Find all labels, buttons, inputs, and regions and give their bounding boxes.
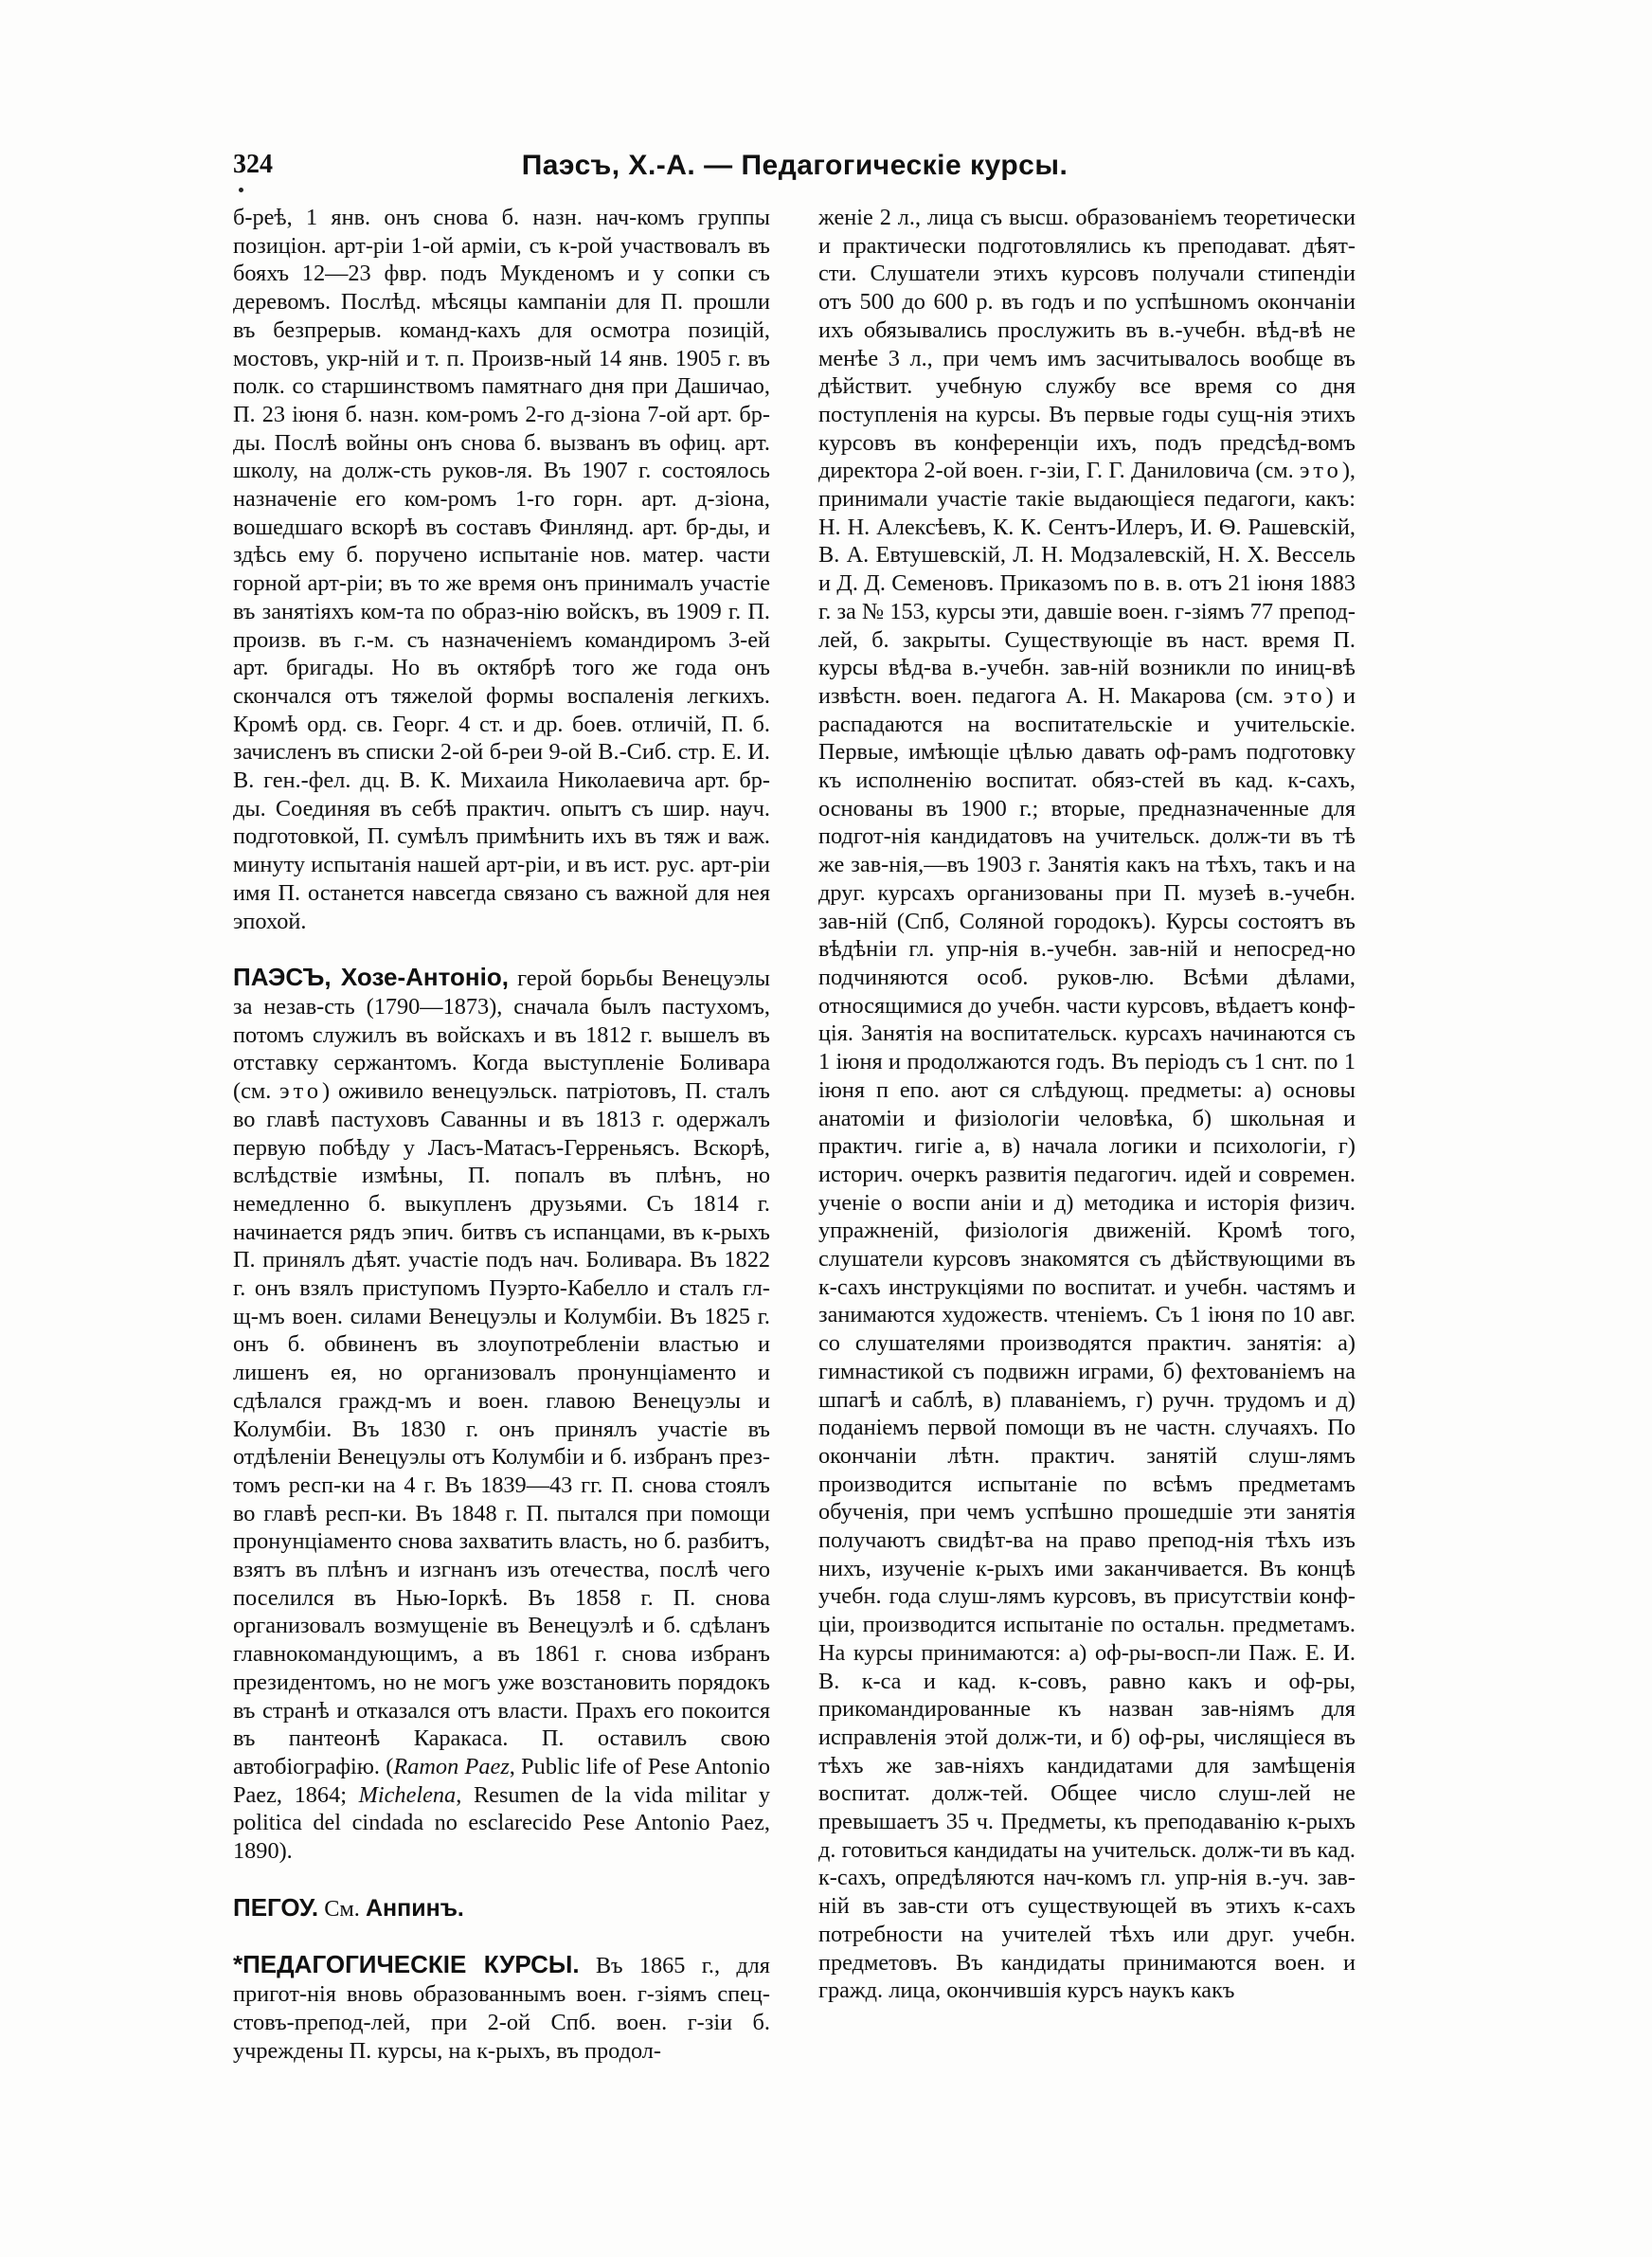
entry-pedagogical-courses [233,1951,770,2065]
citation-author: Ramon Paez [393,1753,510,1779]
entry-text: ), принимали участіе такіе выдающіеся педагоги, какъ: Н. Н. Алексѣевъ, К. К. Сентъ-Илеръ, И. Ѳ. Рашевскій, В. А. Евтушевскій, Л. Н. Модзалевскій, Н. Х. Вессель и Д. Д. Семеновъ. Приказомъ по в. в. отъ 21 іюня 1883 г. за № 153, курсы эти, давшіе воен. г-зіямъ 77 препод-лей, б. закрыты. Существующіе въ наст. время П. курсы вѣд-ва в.-учебн. зав-ній возникли по иниц-вѣ извѣстн. воен. педагога А. Н. Макарова (см. [818,458,1356,709]
left-column [233,204,770,2065]
see-label: См. [318,1895,366,1922]
cross-reference: Анпинъ. [365,1894,464,1922]
entry-paes [233,964,770,1866]
entry-text: , Resumen de la vida militar y politica del cindada no esclarecido Pese Antonio Paez, 1890). [233,1781,771,1865]
entry-text: ) и распадаются на воспитательскіе и учительскіе. Первые, имѣющіе цѣлью давать оф-рамъ подготовку къ исполненію воспитат. обяз-стей въ кад. к-сахъ, основаны въ 1900 г.; вторые, предназначенные для подгот-нія кандидатовъ на учительск. долж-ти въ тѣ же зав-нія,—въ 1903 г. Занятія какъ на тѣхъ, такъ и на друг. курсахъ организованы при П. музеѣ в.-учебн. зав-ній (Спб, Соляной городокъ). Курсы состоятъ въ вѣдѣніи гл. упр-нія в.-учебн. зав-ній и непосред-но подчиняются особ. руков-лю. Всѣми дѣлами, относящимися до учебн. части курсовъ, вѣдаетъ конф-ція. Занятія на воспитательск. курсахъ начинаются съ 1 іюня и продолжаются годъ. Въ періодъ съ 1 снт. по 1 іюня п епо. ают ся слѣдующ. предметы: а) основы анатоміи и физіологіи человѣка, б) школьная и практич. гигіе а, в) начала логики и психологіи, г) историч. очеркъ развитія педагогич. идей и современ. ученіе о воспи аніи и д) методика и исторія физич. упражненій, физіологія движеній. Кромѣ того, слушатели курсовъ знакомятся съ дѣйствующими въ к-сахъ инструкціями по воспитат. и учебн. частямъ и занимаются художеств. чтеніемъ. Съ 1 іюня по 10 авг. со слушателями производятся практич. занятія: а) гимнастикой съ подвижн играми, б) фехтованіемъ на шпагѣ и саблѣ, в) плаваніемъ, г) ручн. трудомъ и д) поданіемъ первой помощи въ не частн. случаяхъ. По окончаніи лѣтн. практич. занятій слуш-лямъ производится испытаніе по всѣмъ предметамъ обученія, при чемъ успѣшно прошедшіе эти занятія получаютъ свидѣт-ва на право препод-нія тѣхъ изъ нихъ, изученіе к-рыхъ ими заканчивается. Въ концѣ учебн. года слуш-лямъ курсовъ, въ присутствіи конф-ціи, производится испытаніе по остальн. предметамъ. На курсы принимаются: а) оф-ры-восп-ли Паж. Е. И. В. к-са и кад. к-совъ, равно какъ и оф-ры, прикомандированные къ назван зав-ніямъ для исправленія этой долж-ти, и б) оф-ры, числящіеся въ тѣхъ же зав-ніяхъ кандидатами для замѣщенія воспитат. долж-тей. Общее число слуш-лей не превышаетъ 35 ч. Предметы, къ преподаванію к-рыхъ д. готовиться кандидаты на учительск. долж-ти въ кад. к-сахъ, опредѣляются нач-комъ гл. упр-нія в.-уч. зав-ній въ зав-сти отъ существующей въ этихъ к-сахъ потребности на учителей тѣхъ или друг. учебн. предметовъ. Въ кандидаты принимаются воен. и гражд. лица, окончившія курсъ наукъ какъ [818,682,1356,2004]
see-reference: это [1283,682,1326,709]
bullet-mark [239,188,243,192]
entry-head-pedagogical-courses: *ПЕДАГОГИЧЕСКІЕ КУРСЫ. [233,1950,580,1979]
entry-text: Въ 1865 г., для пригот-нія вновь образованнымъ воен. г-зіямъ спец-стовъ-препод-лей, при 2-ой Спб. воен. г-зіи б. учреждены П. курсы, на к-рыхъ, въ продол- [233,1953,770,2064]
entry-text: герой борьбы Венецуэлы за незав-сть (1790—1873), сначала былъ пастухомъ, потомъ служилъ въ войскахъ и въ 1812 г. вышелъ въ отставку сержантомъ. Когда выступленіе Боливара (см. [233,966,770,1105]
entry-text: ) оживило венецуэльск. патріотовъ, П. сталъ во главѣ пастуховъ Саванны и въ 1813 г. одержалъ первую побѣду у Ласъ-Матасъ-Герреньясъ. Вскорѣ, вслѣдствіе измѣны, П. попалъ въ плѣнъ, но немедленно б. выкупленъ друзьями. Съ 1814 г. начинается рядъ эпич. битвъ съ испанцами, въ к-рыхъ П. принялъ дѣят. участіе подъ нач. Боливара. Въ 1822 г. онъ взялъ приступомъ Пуэрто-Кабелло и сталъ гл-щ-мъ воен. силами Венецуэлы и Колумбіи. Въ 1825 г. онъ б. обвиненъ въ злоупотребленіи властью и лишенъ ея, но организовалъ пронунціаменто и сдѣлался гражд-мъ и воен. главою Венецуэлы и Колумбіи. Въ 1830 г. онъ принялъ участіе въ отдѣленіи Венецуэлы отъ Колумбіи и б. избранъ през-томъ респ-ки на 4 г. Въ 1839—43 гг. П. снова стоялъ во главѣ респ-ки. Въ 1848 г. П. пытался при помощи пронунціаменто снова захватить власть, но б. разбитъ, взятъ въ плѣнъ и изгнанъ изъ отечества, послѣ чего поселился въ Нью-Іоркѣ. Въ 1858 г. П. снова организовалъ возмущеніе въ Венецуэлѣ и б. сдѣланъ главнокомандующимъ, а въ 1861 г. снова избранъ президентомъ, но не могъ уже возстановить порядокъ въ странѣ и отказался отъ власти. Прахъ его покоится въ пантеонѣ Каракаса. П. оставилъ свою автобіографію. ( [233,1078,770,1779]
page-number: 324 [233,150,273,179]
entry-head-paes: ПАЭСЪ, Хозе-Антоніо, [233,963,509,992]
right-column [818,204,1356,2005]
see-reference: это [279,1078,323,1105]
entry-text: женіе 2 л., лица съ высш. образованіемъ теоретически и практически подготовлялись къ преподават. дѣят-сти. Слушатели этихъ курсовъ получали стипендіи отъ 500 до 600 р. въ годъ и по успѣшномъ окончаніи ихъ обязывались прослужить въ в.-учебн. вѣд-вѣ не менѣе 3 л., при чемъ имъ засчитывалось вообще въ дѣйствит. учебную службу все время со дня поступленія на курсы. Въ первые годы сущ-нія этихъ курсовъ въ конференціи ихъ, подъ предсѣд-вомъ директора 2-ой воен. г-зіи, Г. Г. Даниловича (см. [818,205,1356,484]
entry-text: , Public life of Pese Antonio Paez, 1864; [233,1753,770,1808]
entry-pegou [233,1894,770,1923]
running-title: Паэсъ, Х.-А. — Педагогическіе курсы. [521,150,1068,181]
entry-head-pegou: ПЕГОУ. [233,1892,319,1922]
entry-continuation: б-реѣ, 1 янв. онъ снова б. назн. нач-комъ группы позиціон. арт-ріи 1-ой арміи, съ к-рой участвовалъ въ бояхъ 12—23 фвр. подъ Мукденомъ и у сопки съ деревомъ. Послѣд. мѣсяцы кампаніи для П. прошли въ безпрерыв. команд-кахъ для осмотра позицій, мостовъ, укр-ній и т. п. Произв-ный 14 янв. 1905 г. въ полк. со старшинствомъ памятнаго дня при Дашичао, П. 23 іюня б. назн. ком-ромъ 2-го д-зіона 7-ой арт. бр-ды. Послѣ войны онъ снова б. вызванъ въ офиц. арт. школу, на долж-сть руков-ля. Въ 1907 г. состоялось назначеніе его ком-ромъ 1-го горн. арт. д-зіона, вошедшаго вскорѣ въ составъ Финлянд. арт. бр-ды, и здѣсь ему б. поручено испытаніе нов. матер. части горной арт-ріи; въ то же время онъ принималъ участіе въ занятіяхъ ком-та по образ-нію войскъ, въ 1909 г. П. произв. въ г.-м. съ назначеніемъ командиромъ 3-ей арт. бригады. Но въ октябрѣ того же года онъ скончался отъ тяжелой формы воспаленія легкихъ. Кромѣ орд. св. Георг. 4 ст. и др. боев. отличій, П. б. зачисленъ въ списки 2-ой б-реи 9-ой В.-Сиб. стр. Е. И. В. ген.-фел. дц. В. К. Михаила Николаевича арт. бр-ды. Соединяя въ себѣ практич. опытъ съ шир. науч. подготовкой, П. сумѣлъ примѣнить ихъ въ тяж и важ. минуту испытанія нашей арт-ріи, и въ ист. рус. арт-ріи имя П. останется навсегда связано съ важной для нея эпохой. [233,205,770,934]
entry-continuation [818,204,1356,2005]
citation-author: Michelena [358,1781,457,1808]
page-header [233,150,1356,188]
see-reference: это [1299,458,1342,484]
